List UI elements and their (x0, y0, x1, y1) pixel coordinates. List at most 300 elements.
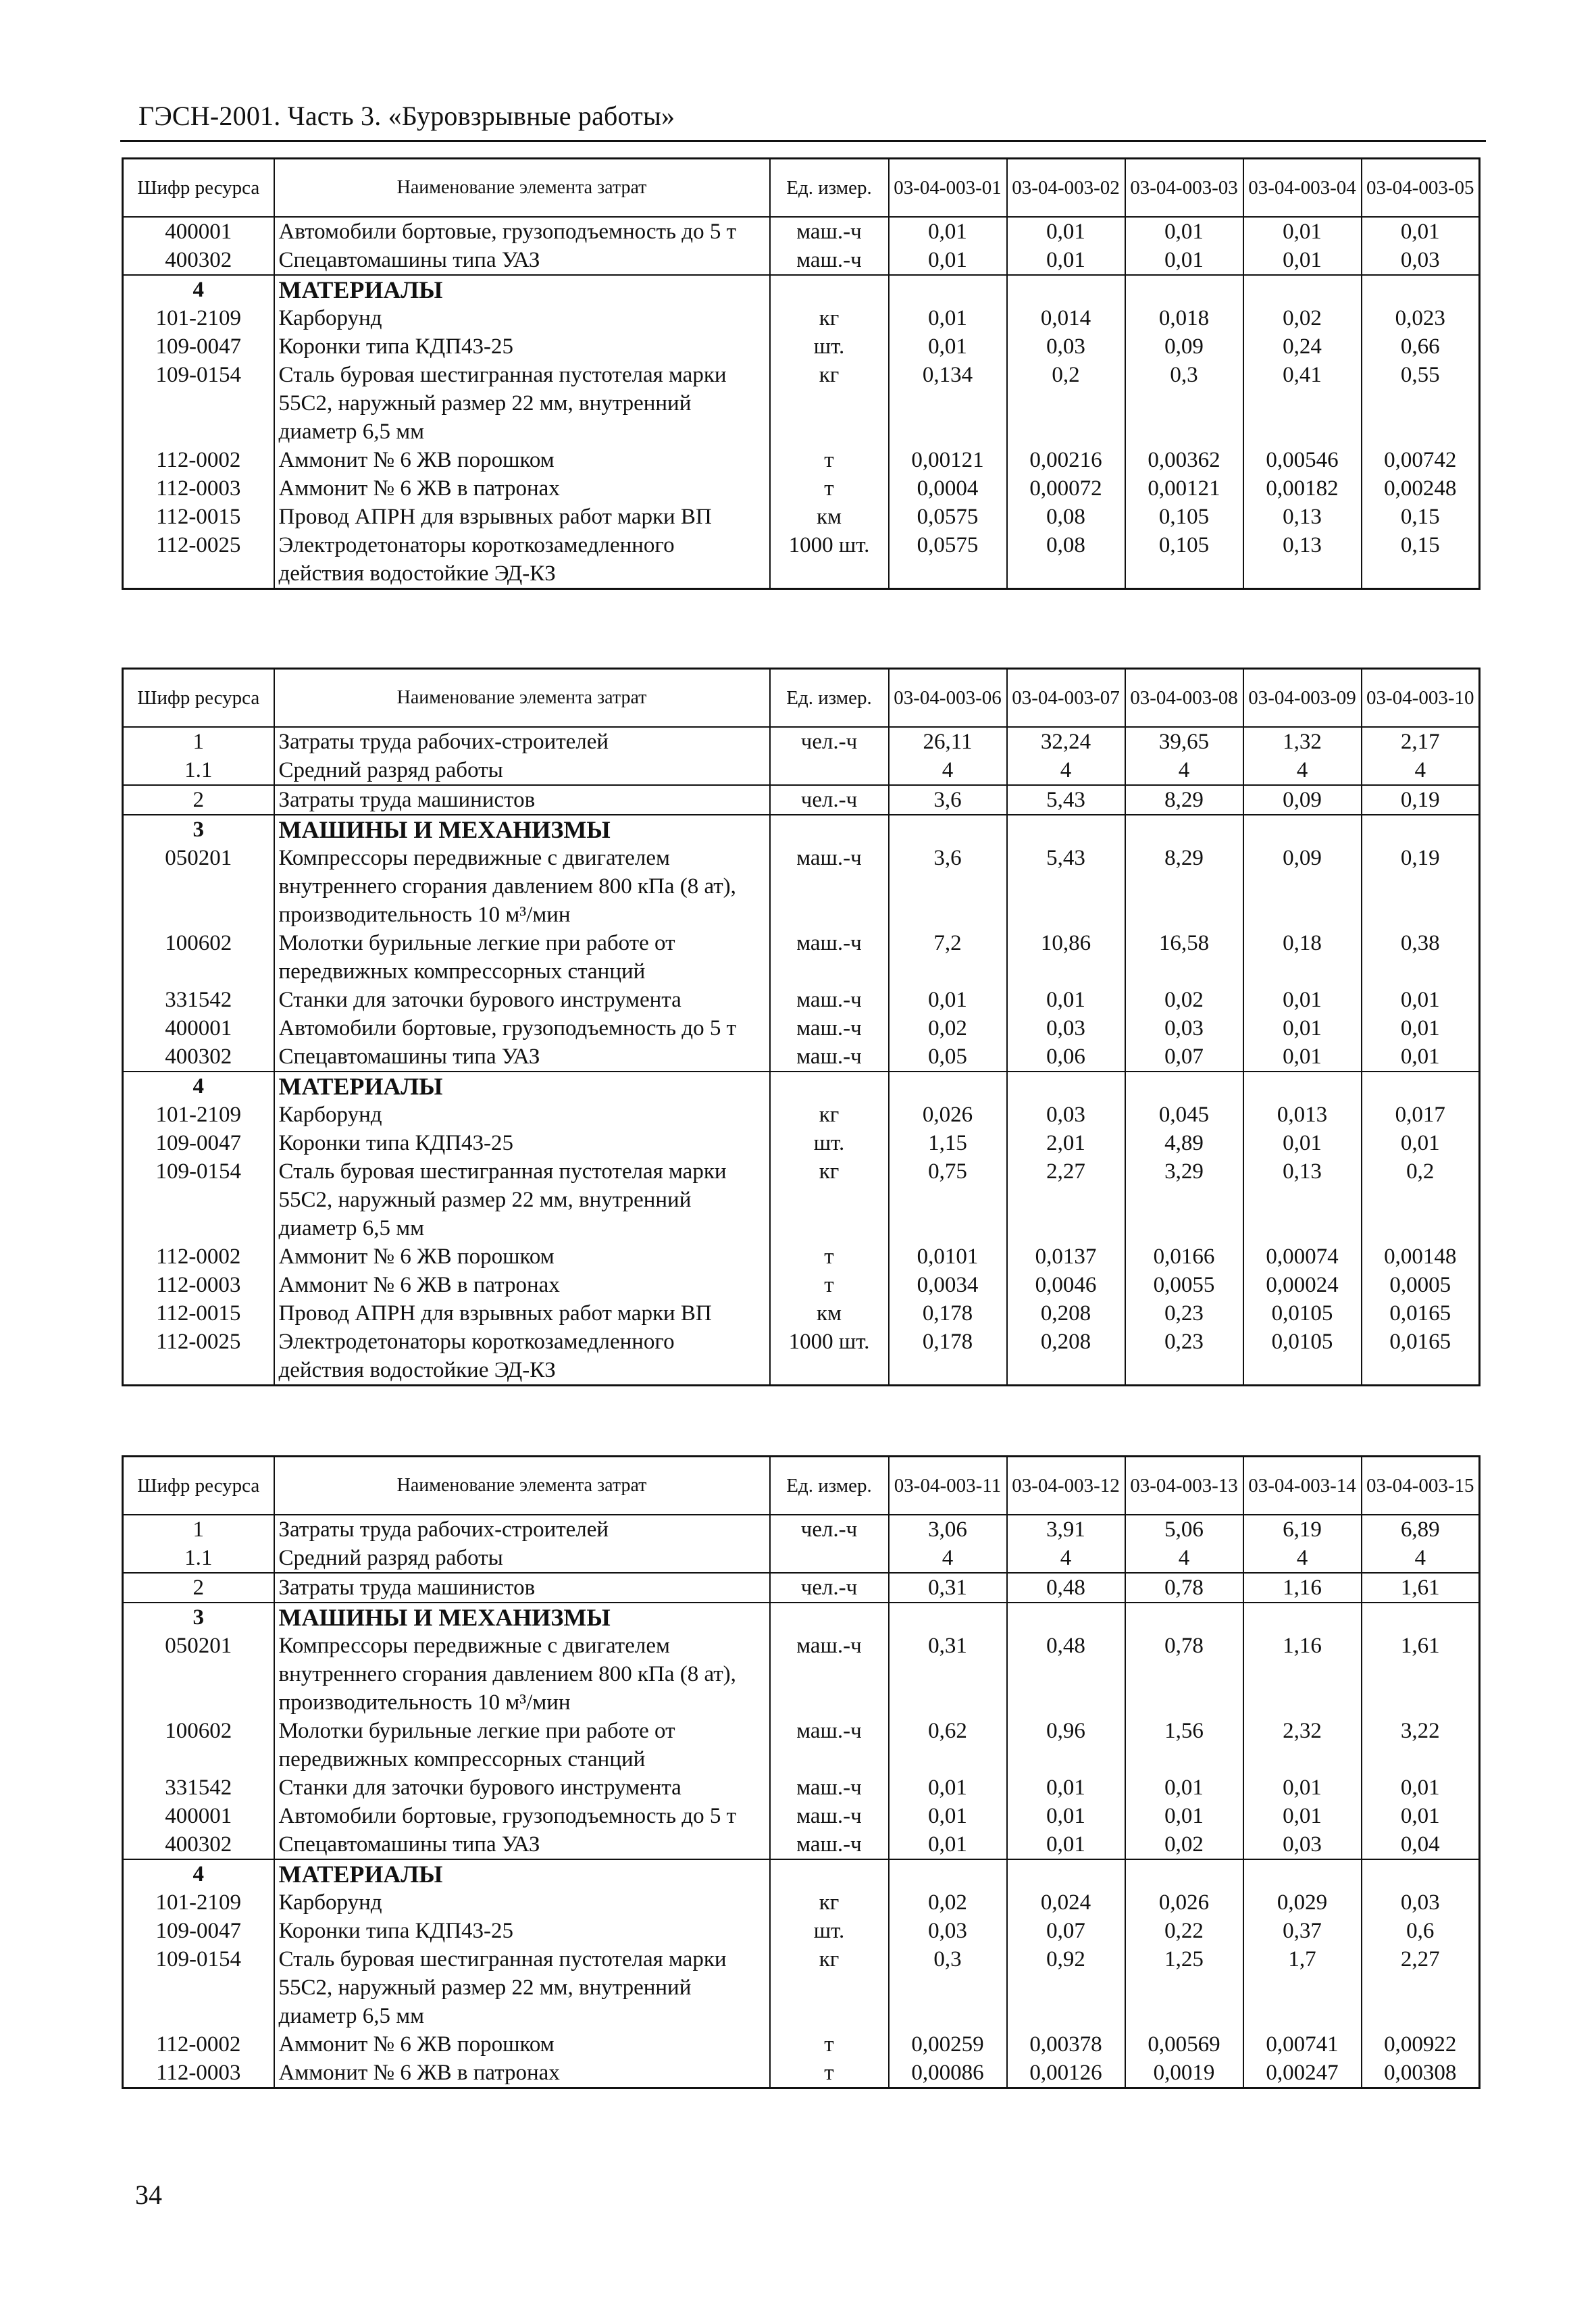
value-cell: 4 (889, 1544, 1007, 1573)
value-cell: 0,014 (1007, 304, 1125, 332)
value-cell (1362, 815, 1480, 844)
value-cell (1125, 815, 1243, 844)
resource-name: Автомобили бортовые, грузоподъемность до 5 т (274, 1802, 770, 1830)
value-cell: 0,01 (1362, 217, 1480, 246)
value-cell: 0,00072 (1007, 474, 1125, 503)
resource-name: Сталь буровая шестигранная пустотелая марки 55С2, наружный размер 22 мм, внутренний диаметр 6,5 мм (274, 361, 770, 446)
value-cell: 0,19 (1362, 785, 1480, 815)
value-cell (1007, 275, 1125, 304)
resource-row (123, 531, 1480, 589)
resource-row (123, 503, 1480, 531)
value-cell: 0,15 (1362, 503, 1480, 531)
resource-row (123, 844, 1480, 929)
value-cell (1243, 1603, 1362, 1632)
value-cell: 0,01 (1007, 1830, 1125, 1859)
value-cell: 0,00546 (1243, 446, 1362, 474)
value-cell: 0,19 (1362, 844, 1480, 929)
value-cell: 0,01 (889, 246, 1007, 275)
value-cell (1125, 1072, 1243, 1101)
norm-table-3 (122, 1455, 1481, 2089)
resource-name: Спецавтомашины типа УАЗ (274, 1042, 770, 1072)
resource-code: 400302 (123, 1830, 274, 1859)
resource-row (123, 246, 1480, 275)
value-cell (1362, 275, 1480, 304)
resource-code: 4 (123, 1859, 274, 1888)
value-cell (1007, 815, 1125, 844)
column-header-unit: Ед. измер. (770, 1457, 889, 1515)
value-cell (1243, 1072, 1362, 1101)
value-cell: 0,02 (889, 1888, 1007, 1917)
unit-cell: кг (770, 361, 889, 446)
value-cell: 0,01 (1243, 986, 1362, 1014)
value-cell: 0,00741 (1243, 2030, 1362, 2059)
value-cell: 0,05 (889, 1042, 1007, 1072)
unit-cell (770, 1544, 889, 1573)
resource-row (123, 304, 1480, 332)
value-cell: 0,24 (1243, 332, 1362, 361)
value-cell: 0,09 (1243, 785, 1362, 815)
value-cell: 0,03 (1007, 1014, 1125, 1042)
unit-cell: 1000 шт. (770, 1328, 889, 1386)
resource-row (123, 1945, 1480, 2030)
resource-code: 1 (123, 1515, 274, 1544)
resource-name: Аммонит № 6 ЖВ в патронах (274, 474, 770, 503)
value-cell: 0,01 (889, 1774, 1007, 1802)
value-cell: 0,01 (1243, 217, 1362, 246)
value-cell: 4 (1007, 1544, 1125, 1573)
resource-code: 112-0015 (123, 503, 274, 531)
resource-code: 112-0025 (123, 531, 274, 589)
resource-row (123, 1101, 1480, 1129)
column-header-norm-code: 03-04-003-15 (1362, 1457, 1480, 1515)
unit-cell: т (770, 474, 889, 503)
unit-cell: кг (770, 304, 889, 332)
value-cell: 1,61 (1362, 1632, 1480, 1717)
value-cell: 5,06 (1125, 1515, 1243, 1544)
resource-name: Аммонит № 6 ЖВ в патронах (274, 1271, 770, 1299)
unit-cell: т (770, 2059, 889, 2088)
value-cell: 26,11 (889, 727, 1007, 756)
value-cell (1362, 1603, 1480, 1632)
value-cell: 0,01 (1007, 217, 1125, 246)
value-cell: 1,56 (1125, 1717, 1243, 1774)
value-cell: 0,62 (889, 1717, 1007, 1774)
value-cell: 0,09 (1125, 332, 1243, 361)
value-cell (889, 275, 1007, 304)
resource-name: Карборунд (274, 1888, 770, 1917)
unit-cell: км (770, 503, 889, 531)
resource-row (123, 1632, 1480, 1717)
value-cell (1007, 1859, 1125, 1888)
resource-name: Молотки бурильные легкие при работе от передвижных компрессорных станций (274, 1717, 770, 1774)
value-cell: 3,06 (889, 1515, 1007, 1544)
value-cell: 0,01 (889, 1830, 1007, 1859)
resource-code: 112-0002 (123, 2030, 274, 2059)
value-cell: 7,2 (889, 929, 1007, 986)
unit-cell: км (770, 1299, 889, 1328)
value-cell: 0,23 (1125, 1299, 1243, 1328)
resource-code: 100602 (123, 1717, 274, 1774)
resource-row (123, 1830, 1480, 1859)
value-cell: 2,27 (1362, 1945, 1480, 2030)
resource-name: Станки для заточки бурового инструмента (274, 986, 770, 1014)
value-cell: 0,024 (1007, 1888, 1125, 1917)
resource-code: 400302 (123, 1042, 274, 1072)
value-cell: 0,41 (1243, 361, 1362, 446)
resource-name: Электродетонаторы короткозамедленного действия водостойкие ЭД-КЗ (274, 1328, 770, 1386)
value-cell: 0,0055 (1125, 1271, 1243, 1299)
value-cell: 0,00742 (1362, 446, 1480, 474)
resource-name: Коронки типа КДП43-25 (274, 332, 770, 361)
column-header-norm-code: 03-04-003-08 (1125, 669, 1243, 728)
resource-code: 109-0047 (123, 1129, 274, 1157)
value-cell: 0,2 (1007, 361, 1125, 446)
resource-code: 109-0154 (123, 1157, 274, 1242)
value-cell: 0,01 (1362, 1774, 1480, 1802)
value-cell: 0,018 (1125, 304, 1243, 332)
value-cell: 0,026 (1125, 1888, 1243, 1917)
column-header-norm-code: 03-04-003-10 (1362, 669, 1480, 728)
value-cell: 0,23 (1125, 1328, 1243, 1386)
value-cell: 0,03 (1125, 1014, 1243, 1042)
resource-name: Карборунд (274, 304, 770, 332)
value-cell: 0,02 (1243, 304, 1362, 332)
value-cell: 0,92 (1007, 1945, 1125, 2030)
resource-row (123, 1242, 1480, 1271)
resource-code: 331542 (123, 986, 274, 1014)
value-cell: 0,01 (1007, 246, 1125, 275)
value-cell: 0,01 (1243, 1774, 1362, 1802)
value-cell: 1,25 (1125, 1945, 1243, 2030)
value-cell: 0,00308 (1362, 2059, 1480, 2088)
value-cell: 0,00182 (1243, 474, 1362, 503)
value-cell: 0,026 (889, 1101, 1007, 1129)
unit-cell: маш.-ч (770, 217, 889, 246)
section-title: МАТЕРИАЛЫ (274, 275, 770, 304)
resource-row (123, 1271, 1480, 1299)
unit-cell: чел.-ч (770, 1573, 889, 1603)
resource-code: 1 (123, 727, 274, 756)
value-cell: 0,01 (1362, 1042, 1480, 1072)
unit-cell: т (770, 2030, 889, 2059)
column-header-unit: Ед. измер. (770, 669, 889, 728)
column-header-norm-code: 03-04-003-09 (1243, 669, 1362, 728)
resource-row (123, 1573, 1480, 1603)
value-cell: 0,01 (1243, 1802, 1362, 1830)
column-header-norm-code: 03-04-003-12 (1007, 1457, 1125, 1515)
column-header-name: Наименование элемента затрат (274, 159, 770, 218)
norm-table-2 (122, 668, 1481, 1386)
value-cell: 0,01 (1007, 986, 1125, 1014)
value-cell: 0,02 (1125, 986, 1243, 1014)
resource-name: Затраты труда рабочих-строителей (274, 1515, 770, 1544)
unit-cell: маш.-ч (770, 1802, 889, 1830)
value-cell: 0,0101 (889, 1242, 1007, 1271)
value-cell: 0,0165 (1362, 1299, 1480, 1328)
resource-code: 2 (123, 785, 274, 815)
value-cell (1243, 815, 1362, 844)
column-header-norm-code: 03-04-003-11 (889, 1457, 1007, 1515)
value-cell: 0,029 (1243, 1888, 1362, 1917)
value-cell: 0,0046 (1007, 1271, 1125, 1299)
value-cell: 0,03 (1243, 1830, 1362, 1859)
value-cell: 1,32 (1243, 727, 1362, 756)
value-cell (1362, 1859, 1480, 1888)
value-cell (889, 1859, 1007, 1888)
column-header-name: Наименование элемента затрат (274, 669, 770, 728)
resource-code: 112-0015 (123, 1299, 274, 1328)
value-cell: 0,48 (1007, 1573, 1125, 1603)
column-header-norm-code: 03-04-003-02 (1007, 159, 1125, 218)
column-header-norm-code: 03-04-003-05 (1362, 159, 1480, 218)
value-cell: 2,27 (1007, 1157, 1125, 1242)
value-cell: 3,91 (1007, 1515, 1125, 1544)
value-cell: 39,65 (1125, 727, 1243, 756)
resource-name: Сталь буровая шестигранная пустотелая марки 55С2, наружный размер 22 мм, внутренний диаметр 6,5 мм (274, 1157, 770, 1242)
value-cell: 0,03 (889, 1917, 1007, 1945)
resource-name: Автомобили бортовые, грузоподъемность до 5 т (274, 1014, 770, 1042)
value-cell (889, 1072, 1007, 1101)
resource-row (123, 361, 1480, 446)
resource-row (123, 929, 1480, 986)
value-cell: 0,01 (889, 217, 1007, 246)
value-cell: 0,04 (1362, 1830, 1480, 1859)
resource-row (123, 1917, 1480, 1945)
section-row (123, 815, 1480, 844)
resource-row (123, 1157, 1480, 1242)
value-cell: 0,00248 (1362, 474, 1480, 503)
unit-cell: т (770, 1242, 889, 1271)
value-cell: 0,00086 (889, 2059, 1007, 2088)
value-cell: 0,3 (1125, 361, 1243, 446)
value-cell: 0,15 (1362, 531, 1480, 589)
value-cell: 0,00216 (1007, 446, 1125, 474)
header-row (123, 669, 1480, 728)
resource-code: 112-0025 (123, 1328, 274, 1386)
resource-code: 109-0154 (123, 361, 274, 446)
section-title: МАТЕРИАЛЫ (274, 1859, 770, 1888)
value-cell: 0,00569 (1125, 2030, 1243, 2059)
resource-code: 101-2109 (123, 304, 274, 332)
resource-row (123, 474, 1480, 503)
value-cell: 0,00362 (1125, 446, 1243, 474)
value-cell: 1,16 (1243, 1573, 1362, 1603)
unit-cell: маш.-ч (770, 1830, 889, 1859)
value-cell: 4 (1362, 1544, 1480, 1573)
resource-name: Аммонит № 6 ЖВ порошком (274, 1242, 770, 1271)
value-cell: 0,00121 (889, 446, 1007, 474)
value-cell: 2,01 (1007, 1129, 1125, 1157)
resource-name: Молотки бурильные легкие при работе от передвижных компрессорных станций (274, 929, 770, 986)
value-cell: 0,01 (889, 1802, 1007, 1830)
value-cell: 0,01 (1362, 1014, 1480, 1042)
resource-code: 112-0003 (123, 2059, 274, 2088)
value-cell: 0,01 (1243, 1014, 1362, 1042)
resource-name: Затраты труда рабочих-строителей (274, 727, 770, 756)
value-cell: 0,38 (1362, 929, 1480, 986)
resource-row (123, 2030, 1480, 2059)
value-cell: 1,7 (1243, 1945, 1362, 2030)
unit-cell: маш.-ч (770, 1717, 889, 1774)
value-cell: 0,00024 (1243, 1271, 1362, 1299)
value-cell: 4,89 (1125, 1129, 1243, 1157)
column-header-name: Наименование элемента затрат (274, 1457, 770, 1515)
resource-name: Провод АПРН для взрывных работ марки ВП (274, 1299, 770, 1328)
value-cell: 0,01 (1362, 1129, 1480, 1157)
value-cell: 0,3 (889, 1945, 1007, 2030)
resource-name: Электродетонаторы короткозамедленного действия водостойкие ЭД-КЗ (274, 531, 770, 589)
value-cell: 0,0575 (889, 503, 1007, 531)
unit-cell: т (770, 1271, 889, 1299)
value-cell: 0,13 (1243, 531, 1362, 589)
value-cell: 5,43 (1007, 844, 1125, 929)
value-cell: 0,96 (1007, 1717, 1125, 1774)
value-cell: 0,07 (1125, 1042, 1243, 1072)
value-cell: 1,15 (889, 1129, 1007, 1157)
resource-name: Аммонит № 6 ЖВ в патронах (274, 2059, 770, 2088)
resource-name: Аммонит № 6 ЖВ порошком (274, 446, 770, 474)
resource-row (123, 1888, 1480, 1917)
value-cell: 0,134 (889, 361, 1007, 446)
value-cell (1125, 275, 1243, 304)
resource-row (123, 446, 1480, 474)
value-cell: 0,105 (1125, 531, 1243, 589)
value-cell: 0,00247 (1243, 2059, 1362, 2088)
value-cell: 0,01 (1125, 217, 1243, 246)
resource-code: 400001 (123, 1802, 274, 1830)
resource-row (123, 986, 1480, 1014)
resource-row (123, 1774, 1480, 1802)
resource-row (123, 1544, 1480, 1573)
resource-code: 331542 (123, 1774, 274, 1802)
resource-row (123, 756, 1480, 785)
unit-cell: маш.-ч (770, 986, 889, 1014)
resource-name: Аммонит № 6 ЖВ порошком (274, 2030, 770, 2059)
value-cell: 0,208 (1007, 1328, 1125, 1386)
resource-code: 400001 (123, 217, 274, 246)
resource-row (123, 1299, 1480, 1328)
unit-cell: маш.-ч (770, 246, 889, 275)
value-cell (1362, 1072, 1480, 1101)
unit-cell (770, 1859, 889, 1888)
value-cell (1007, 1603, 1125, 1632)
unit-cell: кг (770, 1101, 889, 1129)
resource-name: Затраты труда машинистов (274, 785, 770, 815)
resource-code: 2 (123, 1573, 274, 1603)
unit-cell: шт. (770, 1129, 889, 1157)
value-cell: 0,07 (1007, 1917, 1125, 1945)
column-header-norm-code: 03-04-003-14 (1243, 1457, 1362, 1515)
value-cell: 0,08 (1007, 531, 1125, 589)
resource-name: Коронки типа КДП43-25 (274, 1917, 770, 1945)
value-cell: 0,01 (1243, 1129, 1362, 1157)
page-number: 34 (135, 2180, 162, 2210)
value-cell: 10,86 (1007, 929, 1125, 986)
unit-cell: шт. (770, 332, 889, 361)
value-cell: 0,105 (1125, 503, 1243, 531)
resource-code: 112-0003 (123, 474, 274, 503)
value-cell: 0,00259 (889, 2030, 1007, 2059)
resource-code: 101-2109 (123, 1101, 274, 1129)
resource-code: 112-0002 (123, 446, 274, 474)
value-cell: 0,2 (1362, 1157, 1480, 1242)
unit-cell (770, 815, 889, 844)
column-header-norm-code: 03-04-003-04 (1243, 159, 1362, 218)
resource-code: 050201 (123, 1632, 274, 1717)
column-header-norm-code: 03-04-003-01 (889, 159, 1007, 218)
value-cell: 0,00378 (1007, 2030, 1125, 2059)
resource-code: 400001 (123, 1014, 274, 1042)
resource-name: Средний разряд работы (274, 1544, 770, 1573)
value-cell: 0,0034 (889, 1271, 1007, 1299)
value-cell: 0,0105 (1243, 1328, 1362, 1386)
value-cell: 0,01 (1007, 1774, 1125, 1802)
section-title: МАШИНЫ И МЕХАНИЗМЫ (274, 1603, 770, 1632)
value-cell: 0,01 (1125, 246, 1243, 275)
unit-cell: т (770, 446, 889, 474)
value-cell: 0,0575 (889, 531, 1007, 589)
section-row (123, 275, 1480, 304)
value-cell: 0,03 (1362, 1888, 1480, 1917)
value-cell: 0,22 (1125, 1917, 1243, 1945)
resource-name: Средний разряд работы (274, 756, 770, 785)
value-cell: 0,13 (1243, 1157, 1362, 1242)
value-cell: 0,045 (1125, 1101, 1243, 1129)
value-cell: 0,01 (1243, 1042, 1362, 1072)
resource-code: 100602 (123, 929, 274, 986)
value-cell: 1,61 (1362, 1573, 1480, 1603)
header-row (123, 159, 1480, 218)
resource-name: Карборунд (274, 1101, 770, 1129)
value-cell: 0,03 (1362, 246, 1480, 275)
value-cell (1007, 1072, 1125, 1101)
value-cell: 4 (1362, 756, 1480, 785)
unit-cell (770, 756, 889, 785)
value-cell: 8,29 (1125, 785, 1243, 815)
value-cell: 16,58 (1125, 929, 1243, 986)
resource-row (123, 1802, 1480, 1830)
value-cell: 0,0019 (1125, 2059, 1243, 2088)
resource-name: Затраты труда машинистов (274, 1573, 770, 1603)
value-cell: 0,02 (1125, 1830, 1243, 1859)
value-cell: 8,29 (1125, 844, 1243, 929)
value-cell: 0,023 (1362, 304, 1480, 332)
value-cell: 0,01 (1125, 1802, 1243, 1830)
section-title: МАТЕРИАЛЫ (274, 1072, 770, 1101)
value-cell: 0,31 (889, 1632, 1007, 1717)
value-cell: 0,0165 (1362, 1328, 1480, 1386)
value-cell: 0,01 (889, 304, 1007, 332)
value-cell: 0,0004 (889, 474, 1007, 503)
unit-cell (770, 1603, 889, 1632)
value-cell: 6,89 (1362, 1515, 1480, 1544)
value-cell: 0,01 (1362, 986, 1480, 1014)
value-cell: 6,19 (1243, 1515, 1362, 1544)
unit-cell (770, 1072, 889, 1101)
value-cell: 0,178 (889, 1299, 1007, 1328)
value-cell: 3,29 (1125, 1157, 1243, 1242)
resource-row (123, 332, 1480, 361)
column-header-norm-code: 03-04-003-07 (1007, 669, 1125, 728)
value-cell: 0,31 (889, 1573, 1007, 1603)
value-cell: 0,178 (889, 1328, 1007, 1386)
value-cell: 2,32 (1243, 1717, 1362, 1774)
resource-row (123, 217, 1480, 246)
value-cell: 3,22 (1362, 1717, 1480, 1774)
resource-row (123, 727, 1480, 756)
unit-cell (770, 275, 889, 304)
resource-code: 109-0047 (123, 332, 274, 361)
